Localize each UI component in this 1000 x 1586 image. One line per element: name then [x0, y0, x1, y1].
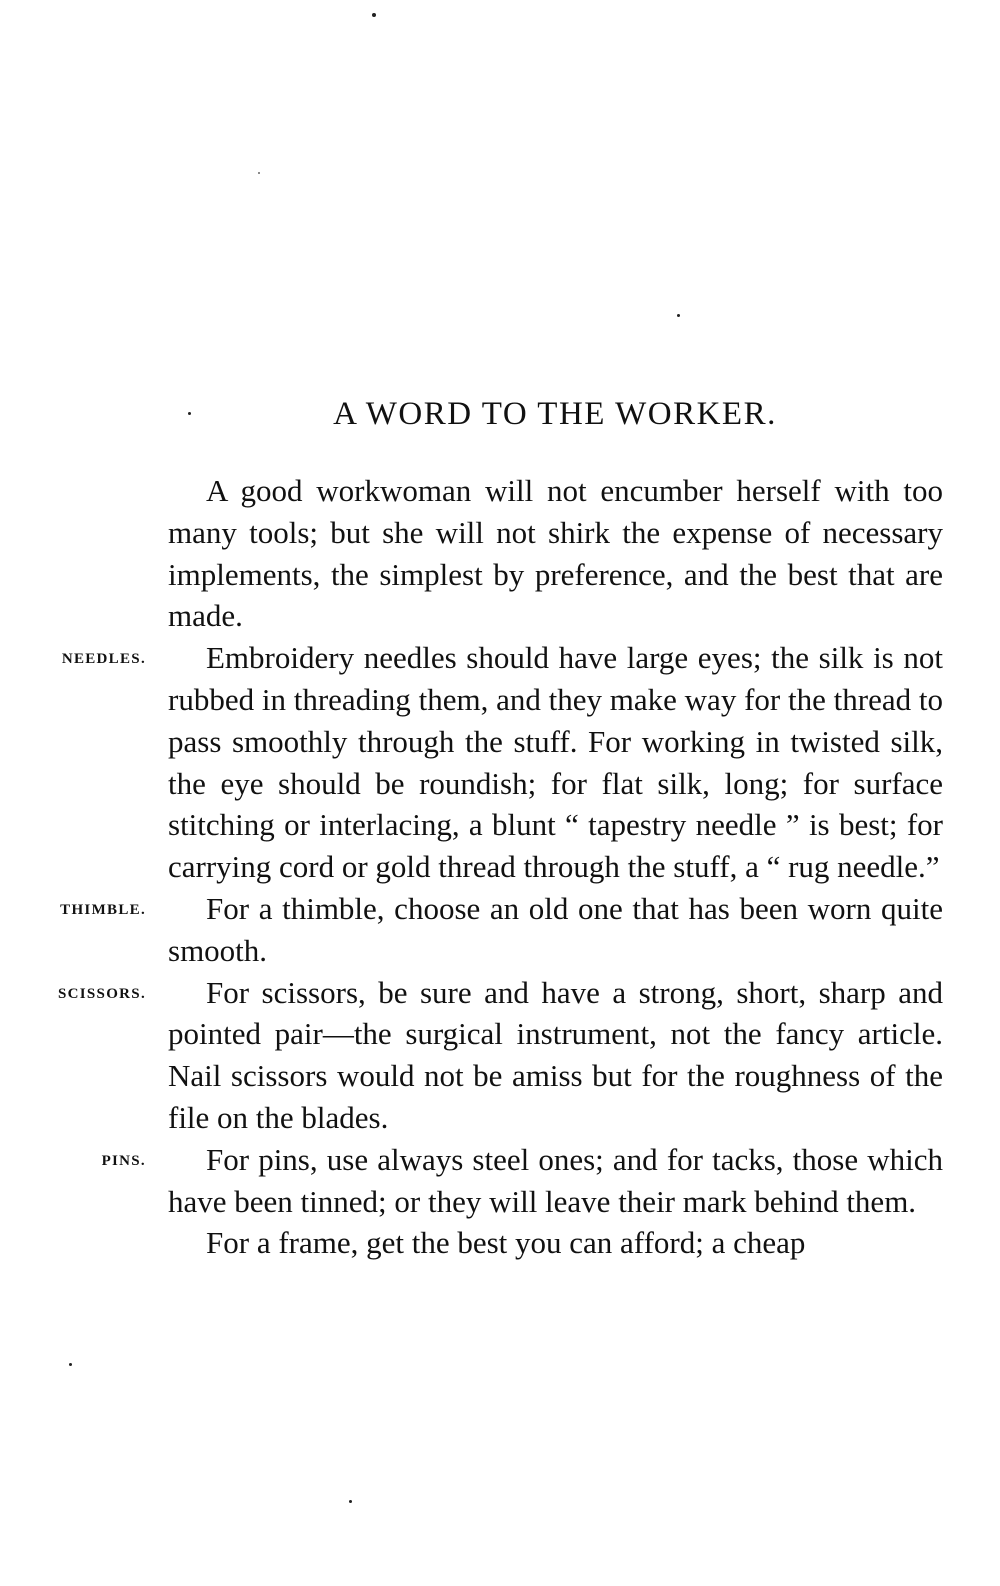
print-speck [349, 1500, 352, 1503]
body-text [58, 470, 943, 1264]
paragraph-text: For pins, use always steel ones; and for tacks, those which have been tinned; or they will leave their mark behind them. [168, 1141, 943, 1219]
paragraph-scissors [58, 972, 943, 1139]
paragraph-text: For a frame, get the best you can afford; a cheap [206, 1225, 806, 1261]
paragraph-text: A good workwoman will not encumber herself with too many tools; but she will not shirk the expense of necessary implements, the simplest by preference, and the best that are made. [168, 473, 943, 634]
print-speck [372, 13, 376, 17]
side-note-thimble: THIMBLE. [60, 901, 146, 918]
print-speck [69, 1363, 72, 1366]
paragraph-pins [101, 1139, 943, 1223]
paragraph-text: For a thimble, choose an old one that has been worn quite smooth. [168, 890, 943, 968]
paragraph-text: For scissors, be sure and have a strong, short, sharp and pointed pair—the surgical instrument, not the fancy article. Nail scissors would not be amiss but for the roughness of the file on the blades. [168, 974, 943, 1135]
paragraph-needles [61, 637, 943, 888]
print-speck [258, 172, 260, 174]
side-note-scissors: SCISSORS. [58, 985, 146, 1002]
paragraph-frame [168, 1222, 943, 1264]
paragraph-intro [168, 470, 943, 637]
paragraph-thimble [60, 888, 943, 972]
chapter-title: A WORD TO THE WORKER. [333, 396, 777, 432]
side-note-pins: PINS. [101, 1152, 146, 1169]
print-speck [677, 314, 680, 317]
paragraph-text: Embroidery needles should have large eyes; the silk is not rubbed in threading them, and they make way for the thread to pass smoothly through the stuff. For working in twisted silk, the eye should be roundish; for flat silk, long; for surface stitching or interlacing, a blunt “ tapestry needle ” is best; for carrying cord or gold thread through the stuff, a “ rug needle.” [168, 640, 943, 885]
side-note-needles: NEEDLES. [61, 651, 146, 668]
